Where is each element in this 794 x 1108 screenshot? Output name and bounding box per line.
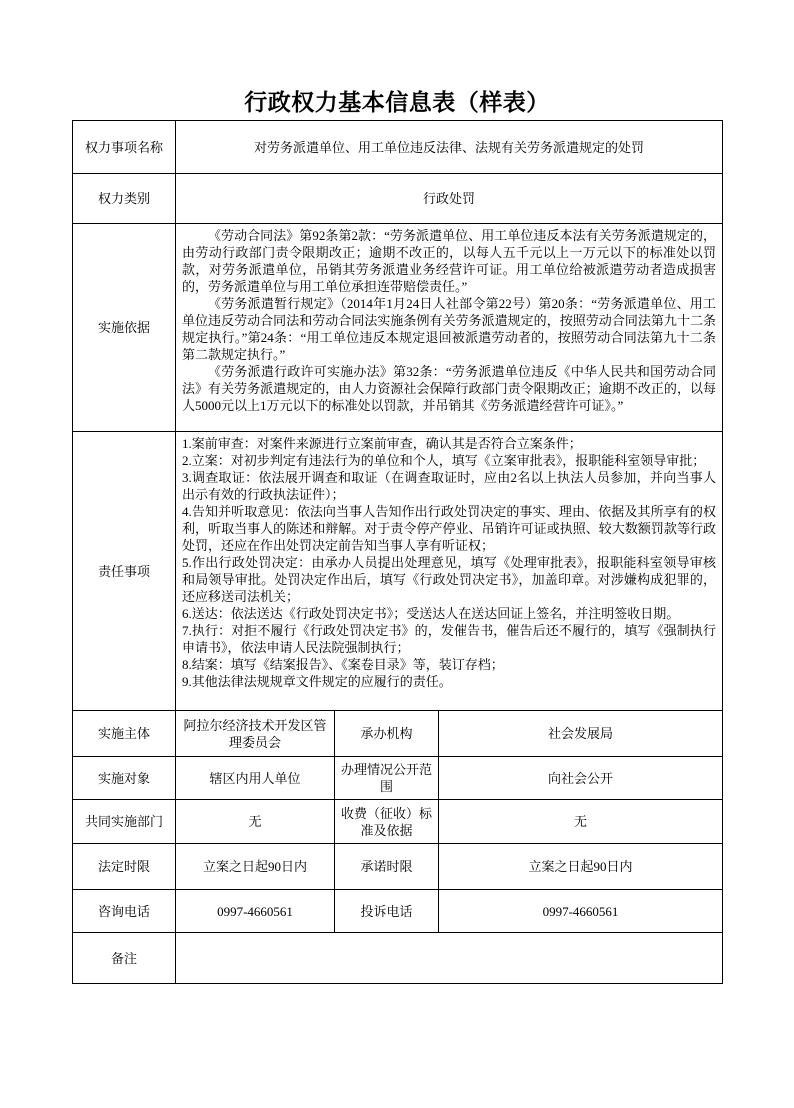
basis-paragraph: 《劳务派遣暂行规定》（2014年1月24日人社部令第22号）第20条：“劳务派遣单位、用工单位违反劳动合同法和劳动合同法实施条例有关劳务派遣规定的，按照劳动合同法第九十二条规定执行。”第24条：“用工单位违反本规定退回被派遣劳动者的，按照劳动合同法第九十二条第二款规定执行。” xyxy=(182,296,717,362)
duty-item: 9.其他法律法规规章文件规定的应履行的责任。 xyxy=(182,674,452,689)
row-implementing-body xyxy=(73,711,723,757)
basis-paragraph: 《劳动合同法》第92条第2款：“劳务派遣单位、用工单位违反本法有关劳务派遣规定的，由劳动行政部门责令限期改正；逾期不改正的，以每人五千元以上一万元以下的标准处以罚款，对劳务派遣单位，吊销其劳务派遣业务经营许可证。用工单位给被派遣劳动者造成损害的，劳务派遣单位与用工单位承担连带赔偿责任。” xyxy=(182,228,717,294)
promised-time-limit-value: 立案之日起90日内 xyxy=(439,844,723,890)
power-type-value: 行政处罚 xyxy=(176,174,723,224)
implementing-body-label: 实施主体 xyxy=(73,711,176,757)
duty-item: 8.结案：填写《结案报告》、《案卷目录》等，装订存档； xyxy=(182,657,504,672)
row-responsibility-items xyxy=(73,432,723,711)
undertaking-agency-value: 社会发展局 xyxy=(439,711,723,757)
duty-item: 3.调查取证：依法展开调查和取证（在调查取证时，应由2名以上执法人员参加，并向当事人出示有效的行政执法证件）； xyxy=(182,470,717,502)
row-power-type xyxy=(73,174,723,224)
statutory-time-limit-label: 法定时限 xyxy=(73,844,176,890)
duty-item: 5.作出行政处罚决定：由承办人员提出处理意见，填写《处理审批表》，报职能科室领导审核和局领导审批。处罚决定作出后，填写《行政处罚决定书》，加盖印章。对涉嫌构成犯罪的，还应移送司法机关； xyxy=(182,555,717,604)
implementation-target-value: 辖区内用人单位 xyxy=(176,757,335,800)
power-name-value: 对劳务派遣单位、用工单位违反法律、法规有关劳务派遣规定的处罚 xyxy=(176,121,723,174)
complaint-phone-label: 投诉电话 xyxy=(335,890,439,933)
row-phones xyxy=(73,890,723,933)
basis-label: 实施依据 xyxy=(73,224,176,432)
statutory-time-limit-value: 立案之日起90日内 xyxy=(176,844,335,890)
complaint-phone-value: 0997-4660561 xyxy=(439,890,723,933)
row-remark xyxy=(73,933,723,984)
row-joint-departments xyxy=(73,800,723,844)
implementing-body-value: 阿拉尔经济技术开发区管理委员会 xyxy=(176,711,335,757)
row-statutory-time-limit xyxy=(73,844,723,890)
administrative-power-info-table xyxy=(72,120,723,984)
fee-standard-value: 无 xyxy=(439,800,723,844)
basis-value xyxy=(176,224,723,432)
duty-item: 1.案前审查：对案件来源进行立案前审查，确认其是否符合立案条件； xyxy=(182,436,582,451)
disclosure-scope-label: 办理情况公开范围 xyxy=(335,757,439,800)
duty-item: 7.执行：对拒不履行《行政处罚决定书》的，发催告书，催告后还不履行的，填写《强制执行申请书》，依法申请人民法院强制执行； xyxy=(182,623,717,655)
joint-departments-value: 无 xyxy=(176,800,335,844)
power-name-label: 权力事项名称 xyxy=(73,121,176,174)
duty-item: 4.告知并听取意见：依法向当事人告知作出行政处罚决定的事实、理由、依据及其所享有的权利，听取当事人的陈述和辩解。对于责令停产停业、吊销许可证或执照、较大数额罚款等行政处罚，还应在作出处罚决定前告知当事人享有听证权； xyxy=(182,504,717,553)
joint-departments-label: 共同实施部门 xyxy=(73,800,176,844)
duty-item: 6.送达：依法送达《行政处罚决定书》；受送达人在送达回证上签名，并注明签收日期。 xyxy=(182,606,680,621)
duties-value xyxy=(176,432,723,711)
undertaking-agency-label: 承办机构 xyxy=(335,711,439,757)
remark-label: 备注 xyxy=(73,933,176,984)
row-implementation-basis xyxy=(73,224,723,432)
row-power-name xyxy=(73,121,723,174)
basis-paragraph: 《劳务派遣行政许可实施办法》第32条：“劳务派遣单位违反《中华人民共和国劳动合同法》有关劳务派遣规定的，由人力资源社会保障行政部门责令限期改正；逾期不改正的，以每人5000元以上1万元以下的标准处以罚款，并吊销其《劳务派遣经营许可证》。” xyxy=(182,364,717,413)
inquiry-phone-value: 0997-4660561 xyxy=(176,890,335,933)
disclosure-scope-value: 向社会公开 xyxy=(439,757,723,800)
fee-standard-label: 收费（征收）标准及依据 xyxy=(335,800,439,844)
inquiry-phone-label: 咨询电话 xyxy=(73,890,176,933)
duty-item: 2.立案：对初步判定有违法行为的单位和个人，填写《立案审批表》，报职能科室领导审批； xyxy=(182,453,706,468)
duties-label: 责任事项 xyxy=(73,432,176,711)
remark-value xyxy=(176,933,723,984)
document-title: 行政权力基本信息表（样表） xyxy=(244,90,550,115)
implementation-target-label: 实施对象 xyxy=(73,757,176,800)
row-implementation-target xyxy=(73,757,723,800)
power-type-label: 权力类别 xyxy=(73,174,176,224)
promised-time-limit-label: 承诺时限 xyxy=(335,844,439,890)
